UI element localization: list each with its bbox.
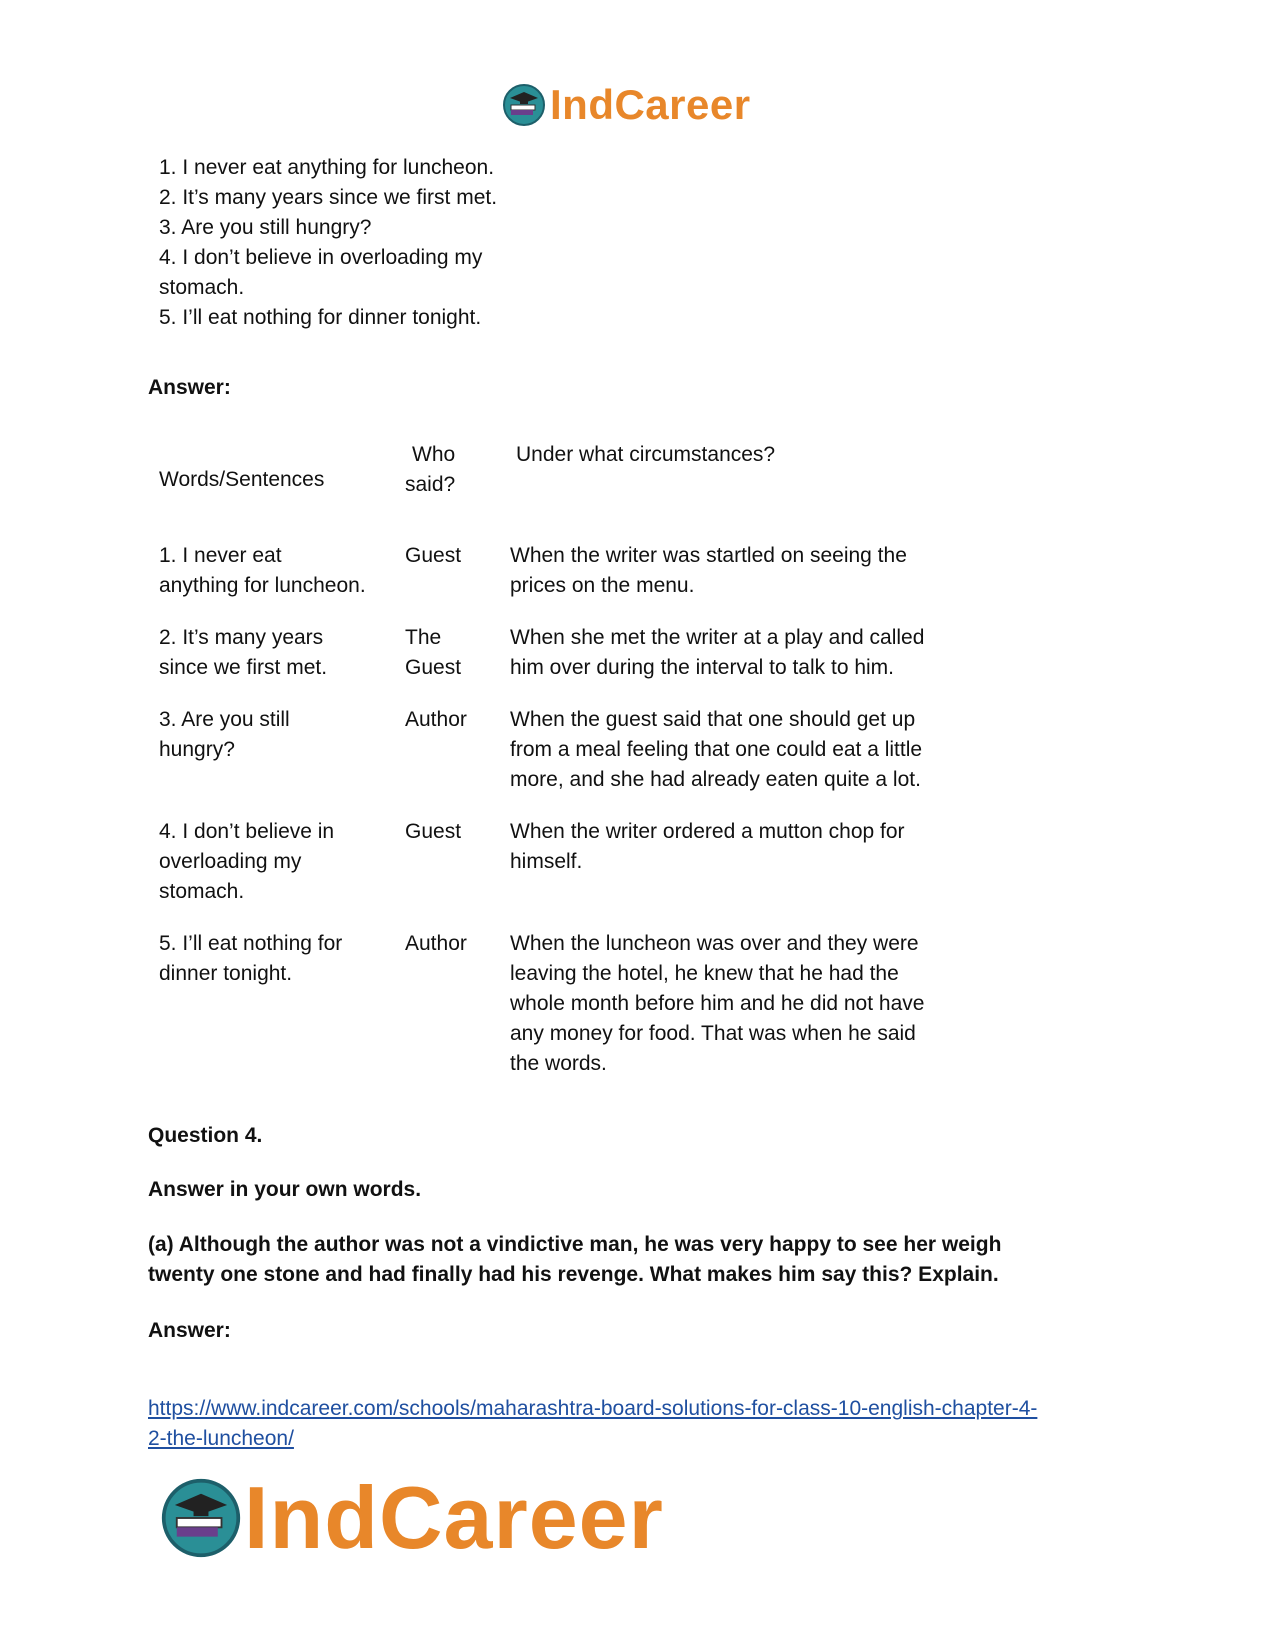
table-cell-circumstance: When the writer was startled on seeing the prices on the menu. [510, 544, 907, 597]
table-header-who: said? [405, 473, 456, 496]
table-cell-circumstance: When she met the writer at a play and called him over during the interval to talk to him. [510, 626, 925, 679]
table-cell-sentence: 3. Are you still hungry? [159, 708, 290, 761]
list-item: 4. I don’t believe in overloading my [159, 246, 483, 269]
list-item: 1. I never eat anything for luncheon. [159, 156, 495, 179]
logo-text: IndCareer [244, 1468, 664, 1567]
table-cell-circumstance: When the guest said that one should get up from a meal feeling that one could eat a little more, and she had already eaten quite a lot. [510, 708, 923, 791]
table-cell-sentence: 4. I don’t believe in overloading my stomach. [159, 820, 335, 903]
table-cell-sentence: 1. I never eat anything for luncheon. [159, 544, 366, 597]
table-cell-who: Guest [405, 544, 462, 567]
header-logo [502, 80, 751, 130]
list-item: stomach. [159, 276, 245, 299]
table-cell-who: Author [405, 932, 467, 955]
answer-label: Answer: [148, 1319, 231, 1342]
logo-globe-icon [160, 1477, 242, 1559]
table-header-sentences: Words/Sentences [159, 468, 325, 491]
footer-logo [160, 1468, 664, 1567]
table-cell-circumstance: When the writer ordered a mutton chop for himself. [510, 820, 905, 873]
source-link[interactable]: https://www.indcareer.com/schools/maharashtra-board-solutions-for-class-10-english-chapter-4- 2-the-luncheon/ [148, 1397, 1038, 1450]
list-item: 2. It’s many years since we first met. [159, 186, 498, 209]
logo-text: IndCareer [550, 81, 751, 128]
table-cell-circumstance: When the luncheon was over and they were leaving the hotel, he knew that he had the whole month before him and he did not have any money for food. That was when he said the words. [510, 932, 925, 1075]
list-item: 3. Are you still hungry? [159, 216, 372, 239]
answer-label: Answer: [148, 376, 231, 399]
table-cell-who: Guest [405, 820, 462, 843]
table-header-circumstances: Under what circumstances? [516, 443, 776, 466]
table-cell-sentence: 2. It’s many years since we first met. [159, 626, 328, 679]
table-cell-sentence: 5. I’ll eat nothing for dinner tonight. [159, 932, 343, 985]
table-cell-who: Author [405, 708, 467, 731]
question-heading: Question 4. [148, 1124, 263, 1147]
table-header-who: Who [412, 443, 456, 466]
question-text: twenty one stone and had finally had his revenge. What makes him say this? Explain. [148, 1263, 999, 1286]
table-cell-who: The Guest [405, 626, 462, 679]
instruction-text: Answer in your own words. [148, 1178, 422, 1201]
list-item: 5. I’ll eat nothing for dinner tonight. [159, 306, 482, 329]
logo-globe-icon [502, 83, 546, 127]
question-text: (a) Although the author was not a vindictive man, he was very happy to see her weigh [148, 1233, 1002, 1256]
